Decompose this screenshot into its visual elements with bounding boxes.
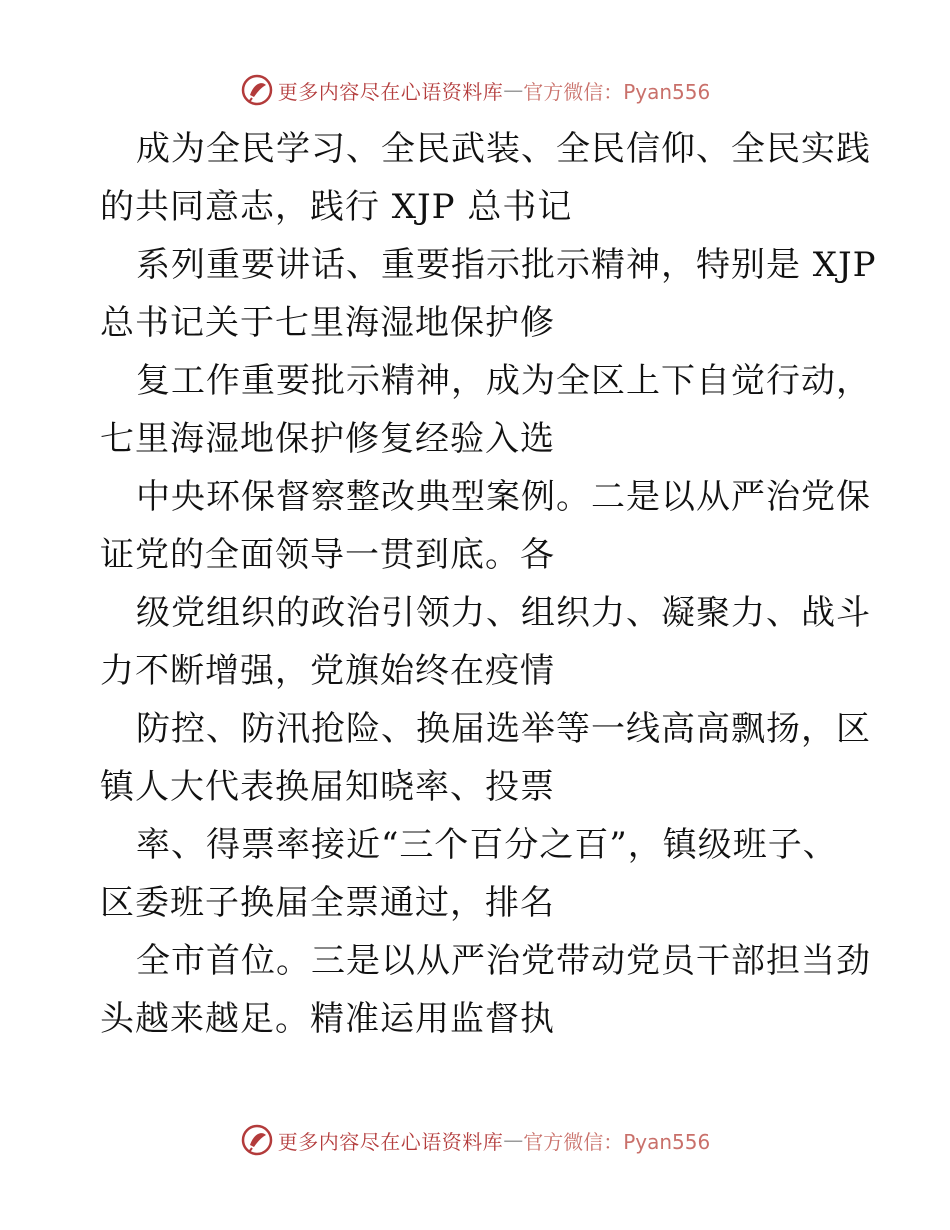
watermark-wechat-text: 官方微信：Pyan556 bbox=[523, 79, 711, 104]
watermark-separator: — bbox=[503, 78, 524, 102]
paragraph-line: 的共同意志，践行 XJP 总书记 bbox=[100, 187, 573, 227]
logo-icon bbox=[240, 1123, 274, 1157]
paragraph-line: 级党组织的政治引领力、组织力、凝聚力、战斗 bbox=[136, 593, 871, 633]
paragraph-line: 头越来越足。精准运用监督执 bbox=[100, 999, 555, 1039]
paragraph-line: 镇人大代表换届知晓率、投票 bbox=[100, 767, 555, 807]
paragraph-line: 系列重要讲话、重要指示批示精神，特别是 XJP bbox=[136, 245, 877, 285]
watermark-separator: — bbox=[503, 1128, 524, 1152]
paragraph-line: 成为全民学习、全民武装、全民信仰、全民实践 bbox=[136, 129, 871, 169]
logo-icon bbox=[240, 73, 274, 107]
footer-watermark bbox=[0, 1120, 950, 1160]
paragraph-line: 全市首位。三是以从严治党带动党员干部担当劲 bbox=[136, 941, 871, 981]
watermark-site-text: 更多内容尽在心语资料库 bbox=[277, 79, 504, 104]
paragraph-line: 区委班子换届全票通过，排名 bbox=[100, 883, 555, 923]
paragraph-line: 证党的全面领导一贯到底。各 bbox=[100, 535, 555, 575]
header-watermark bbox=[0, 70, 950, 110]
paragraph-line: 七里海湿地保护修复经验入选 bbox=[100, 419, 555, 459]
paragraph-line: 力不断增强，党旗始终在疫情 bbox=[100, 651, 555, 691]
watermark-wechat-text: 官方微信：Pyan556 bbox=[523, 1129, 711, 1154]
document-body bbox=[100, 120, 877, 1048]
watermark-site-text: 更多内容尽在心语资料库 bbox=[277, 1129, 504, 1154]
paragraph-line: 中央环保督察整改典型案例。二是以从严治党保 bbox=[136, 477, 871, 517]
paragraph-line: 率、得票率接近“三个百分之百”，镇级班子、 bbox=[136, 825, 838, 865]
paragraph-line: 复工作重要批示精神，成为全区上下自觉行动， bbox=[136, 361, 871, 401]
paragraph-line: 防控、防汛抢险、换届选举等一线高高飘扬，区 bbox=[136, 709, 871, 749]
paragraph-line: 总书记关于七里海湿地保护修 bbox=[100, 303, 555, 343]
